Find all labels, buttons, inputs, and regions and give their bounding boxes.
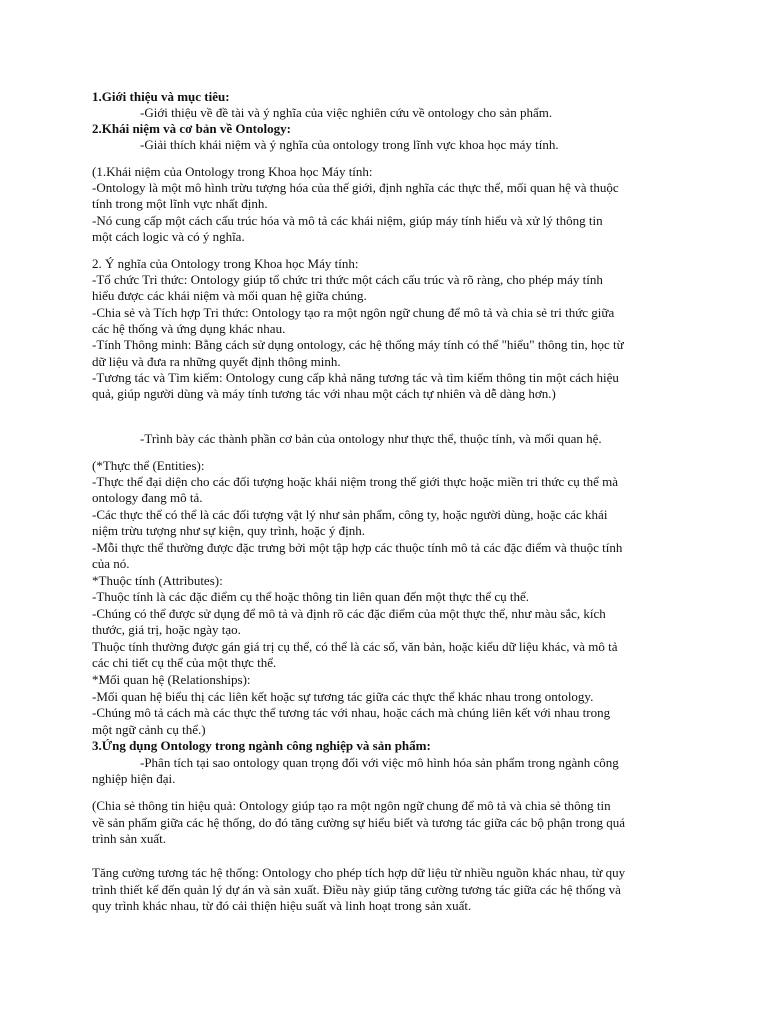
text-line: dữ liệu và đưa ra những quyết định thông minh. — [92, 354, 341, 369]
text-line: -Nó cung cấp một cách cấu trúc hóa và mô tả các khái niệm, giúp máy tính hiểu và xử lý thông tin — [92, 213, 603, 228]
text-line: tính trong một lĩnh vực nhất định. — [92, 196, 268, 211]
text-line: niệm trừu tượng như sự kiện, quy trình, hoặc ý định. — [92, 523, 365, 538]
text-line: -Tổ chức Tri thức: Ontology giúp tổ chức tri thức một cách cấu trúc và rõ ràng, cho phép máy tính — [92, 272, 603, 287]
text-line: -Trình bày các thành phần cơ bản của ontology như thực thể, thuộc tính, và mối quan hệ. — [140, 431, 602, 446]
text-line: thước, giá trị, hoặc ngày tạo. — [92, 622, 241, 637]
text-line: -Giải thích khái niệm và ý nghĩa của ontology trong lĩnh vực khoa học máy tính. — [140, 137, 559, 152]
text-line: (*Thực thể (Entities): — [92, 458, 205, 473]
text-line: các hệ thống và ứng dụng khác nhau. — [92, 321, 286, 336]
heading-concepts: 2.Khái niệm và cơ bản về Ontology: — [92, 121, 291, 136]
text-line: (Chia sẻ thông tin hiệu quả: Ontology giúp tạo ra một ngôn ngữ chung để mô tả và chia sẻ thông tin — [92, 798, 611, 813]
text-line: -Phân tích tại sao ontology quan trọng đối với việc mô hình hóa sản phẩm trong ngành công — [140, 755, 619, 770]
text-line: quả, giúp người dùng và máy tính tương tác với nhau một cách tự nhiên và dễ dàng hơn.) — [92, 386, 556, 401]
text-line: -Tương tác và Tìm kiếm: Ontology cung cấp khả năng tương tác và tìm kiếm thông tin một cách hiệu — [92, 370, 619, 385]
text-line: -Mỗi thực thể thường được đặc trưng bởi một tập hợp các thuộc tính mô tả các đặc điểm và thuộc tính — [92, 540, 623, 555]
text-line: về sản phẩm giữa các hệ thống, do đó tăng cường sự hiểu biết và tương tác giữa các bộ phận trong quá — [92, 815, 626, 830]
text-line: quy trình khác nhau, từ đó cải thiện hiệu suất và linh hoạt trong sản xuất. — [92, 898, 472, 913]
heading-applications: 3.Ứng dụng Ontology trong ngành công nghiệp và sản phẩm: — [92, 738, 431, 753]
text-line: *Mối quan hệ (Relationships): — [92, 672, 251, 687]
text-line: -Chúng có thể được sử dụng để mô tả và định rõ các đặc điểm của một thực thể, như màu sắc, kích — [92, 606, 606, 621]
text-line: ontology đang mô tả. — [92, 490, 203, 505]
text-line: các chi tiết cụ thể của một thực thể. — [92, 655, 277, 670]
text-line: của nó. — [92, 556, 130, 571]
text-line: -Thực thể đại diện cho các đối tượng hoặc khái niệm trong thế giới thực hoặc miền tri thức cụ thể mà — [92, 474, 619, 489]
heading-introduction: 1.Giới thiệu và mục tiêu: — [92, 89, 230, 104]
text-line: *Thuộc tính (Attributes): — [92, 573, 223, 588]
text-line: nghiệp hiện đại. — [92, 771, 176, 786]
text-line: -Các thực thể có thể là các đối tượng vật lý như sản phẩm, công ty, hoặc người dùng, hoặc các khái — [92, 507, 608, 522]
text-line: một ngữ cảnh cụ thể.) — [92, 722, 206, 737]
text-line: hiểu được các khái niệm và mối quan hệ giữa chúng. — [92, 288, 367, 303]
text-line: -Tính Thông minh: Bằng cách sử dụng ontology, các hệ thống máy tính có thể "hiểu" thông tin, học từ — [92, 337, 624, 352]
text-line: trình thiết kế đến quản lý dự án và sản xuất. Điều này giúp tăng cường tương tác giữa các hệ thống và — [92, 882, 621, 897]
text-line: một cách logic và có ý nghĩa. — [92, 229, 245, 244]
text-line: -Ontology là một mô hình trừu tượng hóa của thế giới, định nghĩa các thực thể, mối quan hệ và thuộc — [92, 180, 619, 195]
text-line: -Chúng mô tả cách mà các thực thể tương tác với nhau, hoặc cách mà chúng liên kết với nhau trong — [92, 705, 611, 720]
text-line: Thuộc tính thường được gán giá trị cụ thể, có thể là các số, văn bản, hoặc kiểu dữ liệu khác, và mô tả — [92, 639, 618, 654]
text-line: -Mối quan hệ biểu thị các liên kết hoặc sự tương tác giữa các thực thể khác nhau trong ontology. — [92, 689, 594, 704]
text-line: -Chia sẻ và Tích hợp Tri thức: Ontology tạo ra một ngôn ngữ chung để mô tả và chia sẻ tri thức giữa — [92, 305, 615, 320]
text-line: -Thuộc tính là các đặc điểm cụ thể hoặc thông tin liên quan đến một thực thể cụ thể. — [92, 589, 529, 604]
text-line: Tăng cường tương tác hệ thống: Ontology cho phép tích hợp dữ liệu từ nhiều nguồn khác nhau, từ quy — [92, 865, 626, 880]
text-line: -Giới thiệu về đề tài và ý nghĩa của việc nghiên cứu về ontology cho sản phẩm. — [140, 105, 553, 120]
text-line: (1.Khái niệm của Ontology trong Khoa học Máy tính: — [92, 164, 373, 179]
text-line: 2. Ý nghĩa của Ontology trong Khoa học Máy tính: — [92, 256, 359, 271]
text-line: trình sản xuất. — [92, 831, 167, 846]
